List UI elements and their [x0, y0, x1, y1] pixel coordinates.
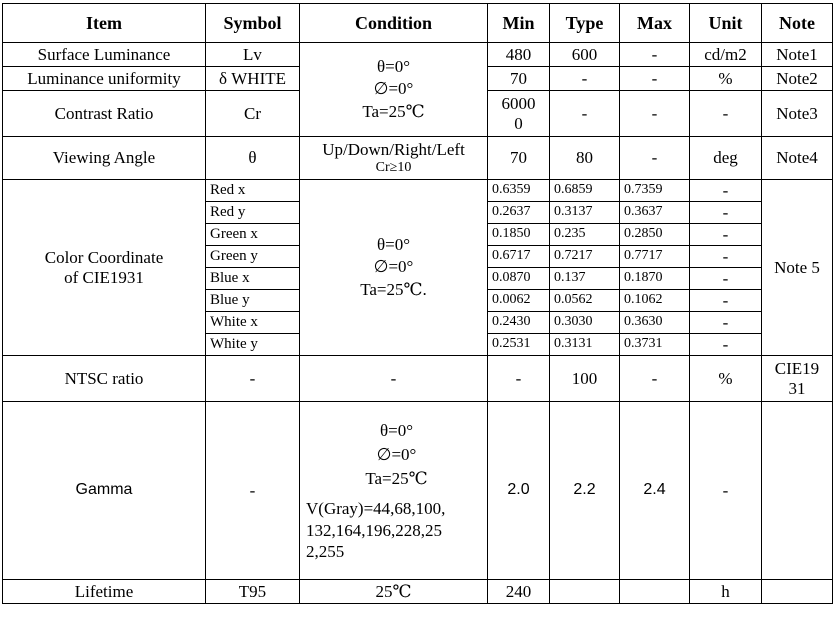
cell-note: [762, 402, 833, 580]
header-min: Min: [488, 4, 550, 43]
cell-item: Gamma: [3, 402, 206, 580]
cell-min: 0.6717: [488, 246, 550, 268]
cell-type: 100: [550, 356, 620, 402]
cond-phi: ∅=0°: [376, 444, 417, 464]
cell-type: 0.3131: [550, 334, 620, 356]
cell-unit: -: [690, 268, 762, 290]
cell-unit: cd/m2: [690, 43, 762, 67]
cell-type: 0.3137: [550, 202, 620, 224]
optical-spec-table: [2, 3, 833, 604]
cell-min: 240: [488, 580, 550, 604]
cond-theta: θ=0°: [379, 420, 414, 440]
cell-symbol: White x: [206, 312, 300, 334]
cond-ta: Ta=25℃: [362, 101, 425, 121]
cell-note: Note2: [762, 67, 833, 91]
cell-type: 80: [550, 137, 620, 180]
cell-symbol: Cr: [206, 91, 300, 137]
cell-type: 0.3030: [550, 312, 620, 334]
cell-symbol: Blue y: [206, 290, 300, 312]
gray-line3: 2,255: [306, 541, 345, 561]
row-lifetime: [3, 580, 833, 604]
cell-unit: -: [690, 402, 762, 580]
cell-max: 0.2850: [620, 224, 690, 246]
cell-symbol: Lv: [206, 43, 300, 67]
cell-type: 2.2: [550, 402, 620, 580]
cell-unit: -: [690, 246, 762, 268]
cell-symbol: White y: [206, 334, 300, 356]
cell-note: Note1: [762, 43, 833, 67]
cell-note: [762, 356, 833, 402]
header-note: Note: [762, 4, 833, 43]
cell-item: Surface Luminance: [3, 43, 206, 67]
row-color-red-x: [3, 180, 833, 202]
color-item-line2: of CIE1931: [64, 267, 144, 287]
cell-symbol: Blue x: [206, 268, 300, 290]
cell-symbol: Red y: [206, 202, 300, 224]
cell-min: 0.2637: [488, 202, 550, 224]
header-symbol: Symbol: [206, 4, 300, 43]
cell-max: 0.3630: [620, 312, 690, 334]
cell-unit: %: [690, 67, 762, 91]
cell-item: NTSC ratio: [3, 356, 206, 402]
cond-theta: θ=0°: [376, 57, 411, 77]
cell-min: -: [488, 356, 550, 402]
cell-unit: -: [690, 312, 762, 334]
gray-line1: V(Gray)=44,68,100,: [306, 499, 446, 519]
cell-symbol: -: [206, 356, 300, 402]
cell-unit: -: [690, 224, 762, 246]
cell-type: 600: [550, 43, 620, 67]
cell-unit: %: [690, 356, 762, 402]
cond-ta: Ta=25℃.: [360, 279, 427, 299]
cell-symbol: θ: [206, 137, 300, 180]
cell-max: 0.3637: [620, 202, 690, 224]
cond-theta: θ=0°: [376, 235, 411, 255]
cell-max: -: [620, 137, 690, 180]
cell-min: 0.0870: [488, 268, 550, 290]
cell-max: 2.4: [620, 402, 690, 580]
row-viewing-angle: [3, 137, 833, 180]
cell-type: 0.7217: [550, 246, 620, 268]
cell-unit: -: [690, 290, 762, 312]
cell-max: 0.7359: [620, 180, 690, 202]
cell-symbol: Green y: [206, 246, 300, 268]
cell-item: Lifetime: [3, 580, 206, 604]
cell-condition: -: [300, 356, 488, 402]
cond-gray-levels: [306, 498, 487, 562]
cell-min: 2.0: [488, 402, 550, 580]
cell-min: 0.2531: [488, 334, 550, 356]
row-gamma: [3, 402, 833, 580]
color-item-line1: Color Coordinate: [44, 247, 164, 267]
header-row: [3, 4, 833, 43]
cell-unit: -: [690, 202, 762, 224]
cell-item: Luminance uniformity: [3, 67, 206, 91]
cell-max: 0.3731: [620, 334, 690, 356]
cell-symbol: δ WHITE: [206, 67, 300, 91]
cond-contrast: Cr≥10: [375, 159, 412, 175]
cell-unit: -: [690, 91, 762, 137]
cell-note: Note4: [762, 137, 833, 180]
cell-type: -: [550, 91, 620, 137]
cell-min: 70: [488, 67, 550, 91]
cell-color-note: Note 5: [762, 180, 833, 356]
cell-item: Viewing Angle: [3, 137, 206, 180]
note-line2: 31: [788, 378, 806, 398]
note-line1: CIE19: [774, 358, 820, 378]
cell-min: 480: [488, 43, 550, 67]
row-ntsc-ratio: [3, 356, 833, 402]
cell-unit: -: [690, 334, 762, 356]
cell-symbol: Red x: [206, 180, 300, 202]
cell-note: [762, 580, 833, 604]
header-type: Type: [550, 4, 620, 43]
cell-max: 0.1062: [620, 290, 690, 312]
header-max: Max: [620, 4, 690, 43]
cell-unit: h: [690, 580, 762, 604]
cell-condition: [300, 402, 488, 580]
header-condition: Condition: [300, 4, 488, 43]
cell-unit: -: [690, 180, 762, 202]
cell-max: -: [620, 67, 690, 91]
cell-type: 0.235: [550, 224, 620, 246]
cell-symbol: Green x: [206, 224, 300, 246]
cell-note: Note3: [762, 91, 833, 137]
cell-max: -: [620, 356, 690, 402]
cond-phi: ∅=0°: [373, 79, 414, 99]
row-surface-luminance: [3, 43, 833, 67]
cell-min: 0.1850: [488, 224, 550, 246]
cell-min: 0.2430: [488, 312, 550, 334]
cell-color-item: [3, 180, 206, 356]
cell-type: [550, 580, 620, 604]
cell-max: -: [620, 91, 690, 137]
cond-ta: Ta=25℃: [365, 468, 428, 488]
cell-max: -: [620, 43, 690, 67]
cell-type: 0.6859: [550, 180, 620, 202]
cell-min: 0.0062: [488, 290, 550, 312]
cell-symbol: -: [206, 402, 300, 580]
cell-symbol: T95: [206, 580, 300, 604]
header-item: Item: [3, 4, 206, 43]
cell-color-condition: [300, 180, 488, 356]
cell-min: 0.6359: [488, 180, 550, 202]
cell-type: 0.137: [550, 268, 620, 290]
cell-max: 0.7717: [620, 246, 690, 268]
cell-min: 6000 0: [488, 91, 550, 137]
cond-phi: ∅=0°: [373, 257, 414, 277]
header-unit: Unit: [690, 4, 762, 43]
gray-line2: 132,164,196,228,25: [306, 520, 442, 540]
cell-item: Contrast Ratio: [3, 91, 206, 137]
cell-max: [620, 580, 690, 604]
cond-direction: Up/Down/Right/Left: [322, 140, 465, 160]
cell-unit: deg: [690, 137, 762, 180]
cell-condition: 25℃: [300, 580, 488, 604]
cell-type: -: [550, 67, 620, 91]
cell-condition: [300, 137, 488, 180]
cell-condition-group: [300, 43, 488, 137]
cell-max: 0.1870: [620, 268, 690, 290]
cell-type: 0.0562: [550, 290, 620, 312]
cell-min: 70: [488, 137, 550, 180]
